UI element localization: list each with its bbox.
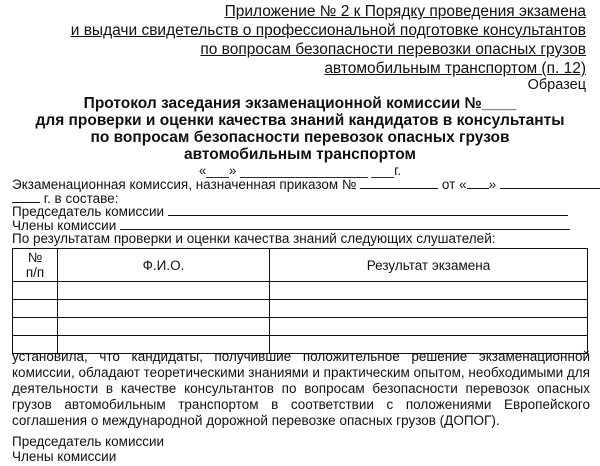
table-row (13, 300, 588, 318)
title-line-3: по вопросам безопасности перевозок опасных грузов (90, 129, 510, 146)
appendix-line-1: Приложение № 2 к Порядку проведения экзамена (224, 3, 586, 20)
col-number-line-1: № (27, 250, 43, 265)
table-row (13, 282, 588, 300)
col-name-header: Ф.И.О. (58, 249, 270, 282)
appointed-quote: » (488, 177, 497, 192)
order-year-blank (12, 190, 40, 203)
results-table (12, 248, 588, 354)
col-result-header: Результат экзамена (270, 249, 588, 282)
appendix-line-3: по вопросам безопасности перевозки опасных грузов (200, 41, 586, 58)
cell-name (58, 300, 270, 318)
cell-result (270, 318, 588, 336)
col-number-header (13, 249, 58, 282)
order-month-blank (500, 176, 600, 189)
members-blank (120, 217, 570, 230)
appendix-header (66, 2, 586, 78)
cell-name (58, 318, 270, 336)
results-intro: По результатам проверки и оценки качества знаний следующих слушателей: (12, 231, 496, 246)
cell-name (58, 282, 270, 300)
appendix-line-2: и выдачи свидетельств о профессиональной подготовке консультантов (70, 22, 586, 39)
cell-number (13, 282, 58, 300)
appendix-line-4: автомобильным транспортом (п. 12) (324, 60, 586, 77)
signature-members: Члены комиссии (12, 449, 117, 464)
members-label: Члены комиссии (12, 218, 117, 233)
title-line-4: автомобильным транспортом (183, 146, 417, 163)
cell-result (270, 282, 588, 300)
signature-chairman: Председатель комиссии (12, 434, 165, 449)
table-row (13, 318, 588, 336)
protocol-title (0, 95, 600, 163)
cell-result (270, 300, 588, 318)
appointed-text: Экзаменационная комиссия, назначенная приказом № (12, 177, 357, 192)
protocol-date-line: «___» _________________ ___г. (198, 163, 402, 178)
chairman-blank (168, 203, 568, 216)
title-line-2: для проверки и оценки качества знаний кандидатов в консультанты (35, 112, 565, 129)
year-suffix: г. в составе: (43, 191, 119, 206)
order-day-blank (467, 176, 489, 189)
appointed-from: от « (441, 177, 467, 192)
col-number-line-2: п/п (25, 265, 45, 280)
order-number-blank (360, 176, 438, 189)
conclusion-paragraph: установила, что кандидаты, получившие положительное решение экзаменационной комиссии, обладают теоретическими знаниями и практическим опытом, необходимыми для деятельности в качестве консультантов по вопросам безопасности перевозок опасных грузов автомобильным транспортом в соответствии с положениями Европейского соглашения о международной дорожной перевозке опасных грузов (ДОПОГ). (12, 349, 590, 428)
results-table-header (13, 249, 588, 282)
title-line-1: Протокол заседания экзаменационной комиссии №____ (83, 95, 517, 112)
cell-number (13, 300, 58, 318)
cell-number (13, 318, 58, 336)
chairman-label: Председатель комиссии (12, 204, 165, 219)
sample-label: Образец (527, 77, 586, 93)
